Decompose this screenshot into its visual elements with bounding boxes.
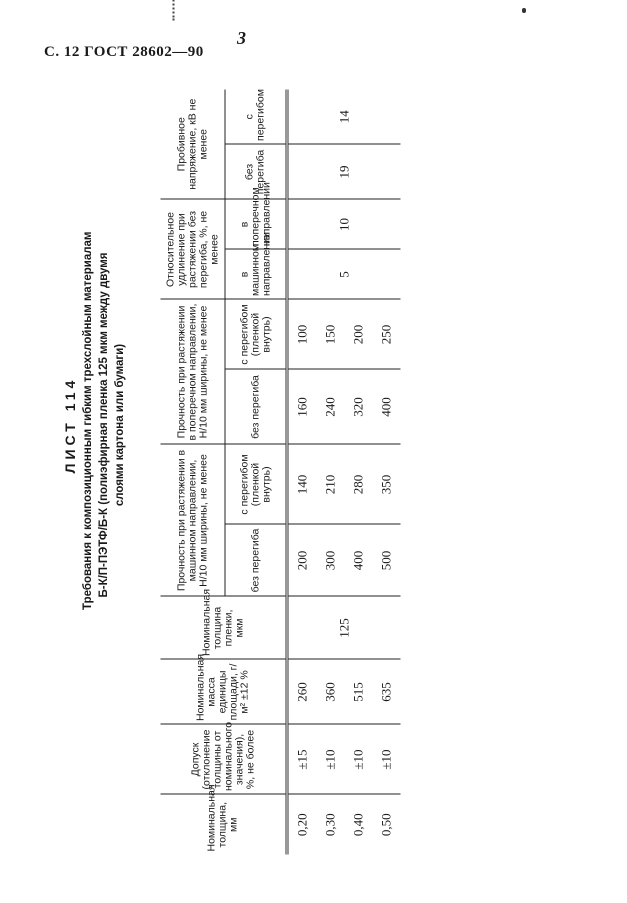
cell-mass: 260 xyxy=(287,660,317,725)
cell-mass: 360 xyxy=(317,660,345,725)
cell-strength-machine-bend: 350 xyxy=(373,445,401,525)
cell-strength-machine-no-bend: 300 xyxy=(317,525,345,597)
scan-speck xyxy=(522,8,526,13)
title-line: Б-К/П-ПЭТФ/Б-К (полиэфирная пленка 125 мкм между двумя xyxy=(98,252,110,598)
header-strength-cross: Прочность при растяжении в поперечном направлении, Н/10 мм ширины, не менее xyxy=(161,299,226,444)
subheader-with-bend: с перегибом xyxy=(225,89,287,144)
header-breakdown: Пробивное напряжение, кВ не менее xyxy=(161,89,226,199)
cell-thickness: 0,20 xyxy=(287,795,317,855)
header-strength-machine xyxy=(161,445,226,597)
header-tolerance: Допуск (отклонение толщины от номинального значения), %, не более xyxy=(161,725,288,795)
subheader-with-bend-film: с перегибом (пленкой внутрь) xyxy=(225,445,287,525)
sheet-title: ЛИСТ 114 xyxy=(62,376,78,474)
cell-strength-cross-bend: 250 xyxy=(373,299,401,369)
subheader-no-bend: без перегиба xyxy=(225,525,287,597)
cell-thickness: 0,30 xyxy=(317,795,345,855)
cell-strength-machine-no-bend: 200 xyxy=(287,525,317,597)
page-header: С. 12 ГОСТ 28602—90 xyxy=(44,44,204,60)
cell-strength-machine-bend: 140 xyxy=(287,445,317,525)
subheader-with-bend-film: с перегибом (пленкой внутрь) xyxy=(225,299,287,369)
scribble-mark xyxy=(165,0,175,21)
cell-tolerance: ±10 xyxy=(317,725,345,795)
table-title xyxy=(60,231,140,610)
cell-strength-machine-no-bend: 500 xyxy=(373,525,401,597)
header-elongation: Относительное удлинение при растяжении без перегиба, %, не менее xyxy=(161,199,226,299)
cell-strength-cross-no-bend: 400 xyxy=(373,370,401,445)
cell-breakdown-bend: 14 xyxy=(287,89,401,144)
cell-strength-machine-bend: 280 xyxy=(345,445,373,525)
subheader-no-bend: без перегиба xyxy=(225,144,287,199)
cell-tolerance: ±10 xyxy=(373,725,401,795)
cell-strength-cross-bend: 200 xyxy=(345,299,373,369)
requirements-table xyxy=(161,89,401,854)
title-line: Требования к композиционным гибким трехслойным материалам xyxy=(82,231,94,610)
title-line: слоями картона или бумаги) xyxy=(114,343,126,507)
header-film: Номинальная толщина пленки, мкм xyxy=(161,597,288,660)
cell-strength-cross-no-bend: 240 xyxy=(317,370,345,445)
header-mass: Номинальная масса единицы площади, г/м² ±12 % xyxy=(161,660,288,725)
cell-mass: 635 xyxy=(373,660,401,725)
cell-elongation-cross: 10 xyxy=(287,199,401,249)
subheader-cross-dir: в поперечном направлении xyxy=(225,199,287,249)
subheader-no-bend: без перегиба xyxy=(225,370,287,445)
cell-strength-cross-bend: 150 xyxy=(317,299,345,369)
cell-strength-cross-bend: 100 xyxy=(287,299,317,369)
cell-mass: 515 xyxy=(345,660,373,725)
cell-elongation-machine: 5 xyxy=(287,249,401,299)
cell-thickness: 0,50 xyxy=(373,795,401,855)
subheader-machine-dir: в машинном направлении xyxy=(225,249,287,299)
header-strength-machine-label: Прочность при растяжении в машинном направлении, Н/10 мм ширины, не менее xyxy=(175,449,209,592)
cell-strength-cross-no-bend: 320 xyxy=(345,370,373,445)
cell-tolerance: ±15 xyxy=(287,725,317,795)
handwritten-mark: 3 xyxy=(237,28,246,48)
table-row xyxy=(287,89,317,854)
header-thickness: Номинальная толщина, мм xyxy=(161,795,288,855)
cell-tolerance: ±10 xyxy=(345,725,373,795)
cell-thickness: 0,40 xyxy=(345,795,373,855)
cell-strength-machine-no-bend: 400 xyxy=(345,525,373,597)
requirements-table-rotated xyxy=(161,90,411,855)
cell-film: 125 xyxy=(287,597,401,660)
cell-breakdown-no-bend: 19 xyxy=(287,144,401,199)
cell-strength-machine-bend: 210 xyxy=(317,445,345,525)
cell-strength-cross-no-bend: 160 xyxy=(287,370,317,445)
